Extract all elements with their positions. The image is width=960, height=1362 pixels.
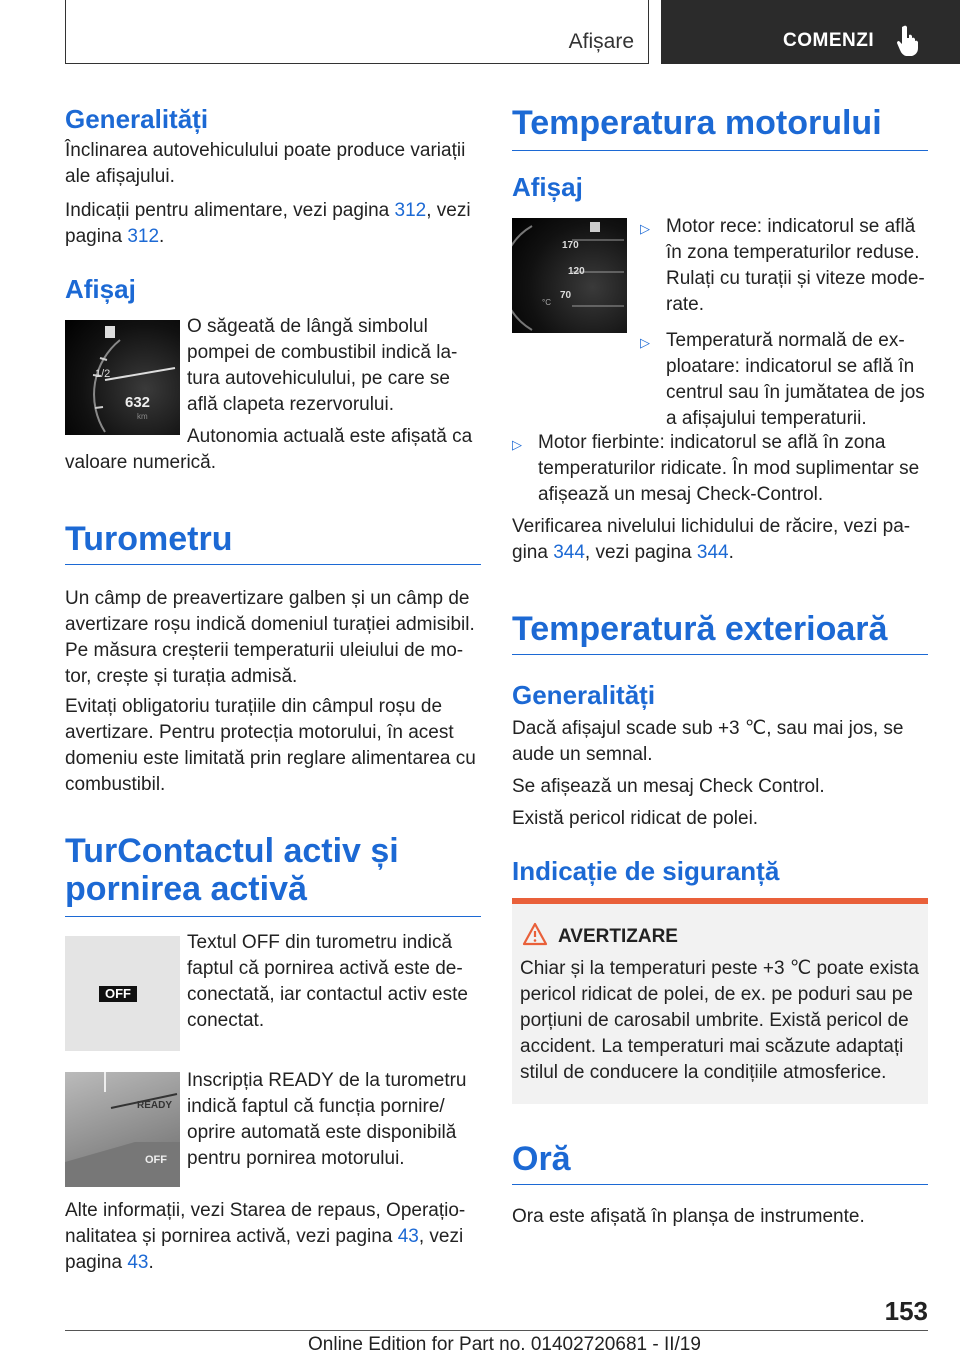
text-fragment: . bbox=[728, 542, 734, 563]
text-fragment: . bbox=[148, 1252, 154, 1273]
afisaj-heading-right: Afișaj bbox=[512, 172, 583, 202]
generalitati-heading: Generalități bbox=[65, 104, 209, 134]
header-section-box bbox=[65, 0, 649, 64]
text-fragment: . bbox=[159, 226, 165, 247]
page-link-344[interactable]: 344 bbox=[553, 542, 585, 563]
list-item bbox=[512, 430, 928, 508]
off-display-image bbox=[65, 936, 180, 1051]
turometru-paragraph-1: Un câmp de preavertizare galben și un câmp de avertizare roșu indică domeniul turației admisibil. Pe măsura creșterii temperaturii uleiului de mo-tor, crește și turația admisă. bbox=[65, 588, 475, 687]
list-item bbox=[640, 214, 928, 318]
text-fragment: Verificarea nivelului lichidului de răcire, vezi pa-gina bbox=[512, 516, 911, 563]
generalitati-paragraph-2 bbox=[65, 198, 481, 250]
generalitati-heading-right: Generalități bbox=[512, 680, 656, 710]
warning-box bbox=[512, 898, 928, 1104]
coolant-icon bbox=[590, 222, 600, 232]
temp-label-70: 70 bbox=[560, 290, 572, 301]
list-item bbox=[640, 328, 928, 432]
generalitati-paragraph-1: Înclinarea autovehiculului poate produce variații ale afișajului. bbox=[65, 140, 466, 187]
afisaj-heading: Afișaj bbox=[65, 274, 136, 304]
afisaj-paragraph-2: Autonomia actuală este afișată ca valoare numerică. bbox=[65, 426, 473, 473]
contact-heading-line-1: TurContactul activ și bbox=[65, 832, 399, 870]
ready-display-image bbox=[65, 1072, 180, 1187]
afisaj-paragraph-1: O săgeată de lângă simbolul pompei de combustibil indică la-tura autovehiculului, pe care se află clapeta rezervorului. bbox=[187, 316, 458, 415]
temperatura-exterioara-heading: Temperatură exterioară bbox=[512, 610, 928, 655]
turometru-heading: Turometru bbox=[65, 520, 481, 565]
page-link-43[interactable]: 43 bbox=[127, 1252, 149, 1273]
temperatura-motorului-heading: Temperatura motorului bbox=[512, 104, 928, 151]
ready-indicator: READY bbox=[137, 1100, 173, 1111]
contact-paragraph-2: Inscripția READY de la turometru indică faptul că funcția pornire/ oprire automată este disponibilă pentru pornirea motorului. bbox=[187, 1070, 467, 1169]
contact-paragraph-3 bbox=[65, 1198, 481, 1276]
temp-bullets-inner bbox=[640, 214, 928, 432]
generalitati-right-paragraph-1: Dacă afișajul scade sub +3 ℃, sau mai jos, se aude un semnal. bbox=[512, 718, 904, 765]
warning-text: Chiar și la temperaturi peste +3 ℃ poate exista pericol ridicat de polei, de ex. pe poduri sau pe porțiuni de carosabil umbrite. Există pericol de accident. La temperaturi mai scăzute adaptați stilul de conducere la condițiile atmosferice. bbox=[520, 958, 919, 1083]
header-tab-comenzi[interactable] bbox=[661, 0, 960, 64]
fuel-pump-icon bbox=[105, 326, 115, 338]
fuel-gauge-image bbox=[65, 320, 180, 435]
temp-label-170: 170 bbox=[562, 240, 579, 251]
text-fragment: , vezi pagina bbox=[65, 200, 471, 247]
warning-bar bbox=[512, 898, 928, 904]
page-header bbox=[0, 0, 960, 66]
off-indicator: OFF bbox=[99, 986, 137, 1002]
contact-heading-line-2: pornirea activă bbox=[65, 870, 307, 908]
page-link-344[interactable]: 344 bbox=[696, 542, 729, 563]
text-fragment: , vezi pagina bbox=[65, 1226, 464, 1273]
warning-title: AVERTIZARE bbox=[558, 926, 678, 947]
bullet-text: Motor fierbinte: indicatorul se află în zona temperaturilor ridicate. În mod suplimentar se afișează un mesaj Check-Control. bbox=[538, 432, 920, 505]
generalitati-right-paragraph-2: Se afișează un mesaj Check Control. bbox=[512, 776, 825, 797]
page-link-312[interactable]: 312 bbox=[127, 226, 160, 247]
triangle-bullet-icon: ▷ bbox=[640, 335, 650, 350]
header-tab-label: COMENZI bbox=[783, 30, 875, 51]
fuel-gauge-unit: km bbox=[137, 412, 148, 421]
text-fragment: Alte informații, vezi Starea de repaus, Operațio-nalitatea și pornirea activă, vezi pagina bbox=[65, 1200, 466, 1247]
contact-paragraph-1: Textul OFF din turometru indică faptul că pornirea activă este de-conectată, iar contactul activ este conectat. bbox=[187, 932, 468, 1031]
indicatie-siguranta-heading: Indicație de siguranță bbox=[512, 856, 780, 886]
ora-heading: Oră bbox=[512, 1140, 928, 1185]
pointing-hand-icon bbox=[895, 24, 921, 56]
ready-gauge-drawing bbox=[65, 1072, 180, 1187]
footer-edition: Online Edition for Part no. 01402720681 - II/19 bbox=[308, 1334, 701, 1355]
fuel-gauge-dial bbox=[65, 320, 180, 435]
temp-unit: °C bbox=[542, 298, 551, 307]
page-link-312[interactable]: 312 bbox=[394, 200, 427, 221]
page-number: 153 bbox=[884, 1296, 928, 1326]
temp-label-120: 120 bbox=[568, 266, 585, 277]
triangle-bullet-icon: ▷ bbox=[512, 437, 522, 452]
bullet-text: Motor rece: indicatorul se află în zona temperaturilor reduse. Rulați cu turații și viteze mode-rate. bbox=[666, 216, 925, 315]
text-fragment: Indicații pentru alimentare, vezi pagina bbox=[65, 200, 395, 221]
text-fragment: , vezi pagina bbox=[584, 542, 697, 563]
fuel-gauge-range: 632 bbox=[125, 394, 151, 411]
temperature-gauge-image bbox=[512, 218, 627, 333]
verificare-paragraph bbox=[512, 514, 928, 566]
contact-heading bbox=[65, 832, 481, 917]
turometru-paragraph-2: Evitați obligatoriu turațiile din câmpul roșu de avertizare. Pentru protecția motorului, în acest domeniu este limitată prin reglare alimentarea cu combustibil. bbox=[65, 696, 476, 795]
ready-off-indicator: OFF bbox=[145, 1154, 167, 1166]
triangle-bullet-icon: ▷ bbox=[640, 221, 650, 236]
ora-paragraph: Ora este afișată în planșa de instrumente. bbox=[512, 1206, 865, 1227]
bullet-text: Temperatură normală de ex-ploatare: indicatorul se află în centrul sau în jumătatea de jos a afișajului temperaturii. bbox=[666, 330, 925, 429]
footer-rule bbox=[65, 1330, 928, 1331]
fuel-gauge-half-label: 1/2 bbox=[95, 368, 111, 380]
generalitati-right-paragraph-3: Există pericol ridicat de polei. bbox=[512, 808, 759, 829]
page-link-43[interactable]: 43 bbox=[397, 1226, 419, 1247]
warning-triangle-icon bbox=[522, 922, 548, 946]
header-section-title: Afișare bbox=[568, 30, 634, 53]
